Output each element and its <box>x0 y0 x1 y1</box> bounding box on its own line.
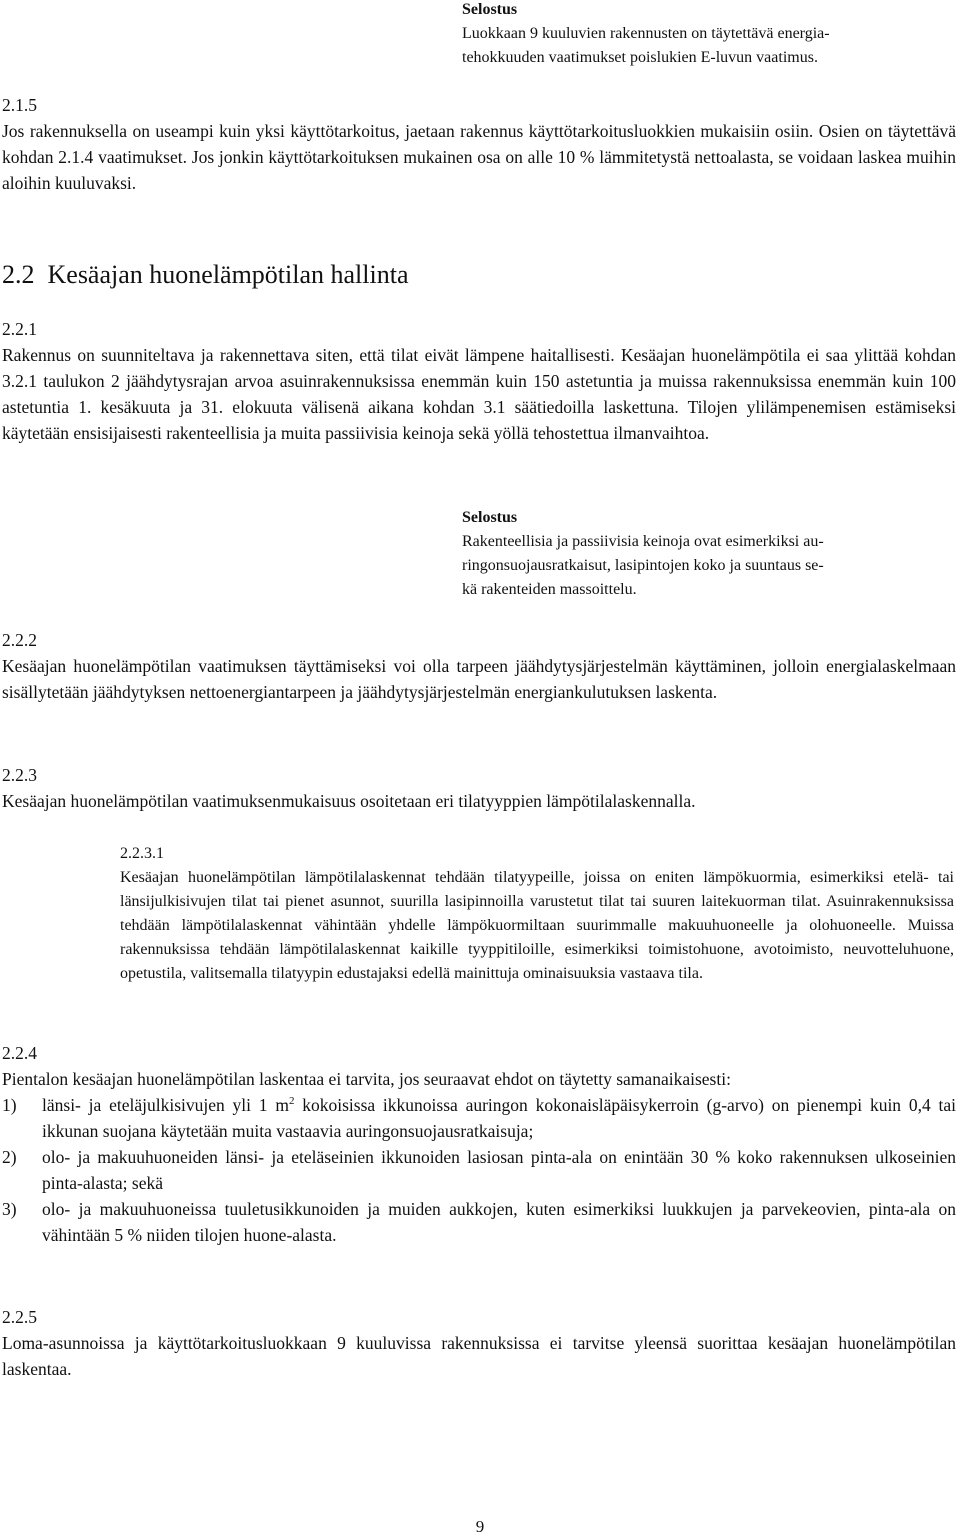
section-number: 2.1.5 <box>2 95 37 115</box>
superscript: 2 <box>288 1095 295 1108</box>
page-number: 9 <box>475 1517 485 1536</box>
note-selostus-1 <box>462 0 957 70</box>
list-item <box>2 1092 956 1144</box>
section-number: 2.2.3.1 <box>120 845 164 862</box>
list-item <box>2 1144 956 1196</box>
note-line: tehokkuuden vaatimukset poislukien E-luvun vaatimus. <box>462 49 818 66</box>
section-text: Loma-asunnoissa ja käyttötarkoitusluokkaan 9 kuuluvissa rakennuksissa ei tarvitse yleensä suorittaa kesäajan huonelämpötilan laskentaa. <box>2 1333 956 1379</box>
section-text: Kesäajan huonelämpötilan vaatimuksenmukaisuus osoitetaan eri tilatyyppien lämpötilalaskennalla. <box>2 791 696 811</box>
list-item <box>2 1196 956 1248</box>
section-intro: Pientalon kesäajan huonelämpötilan laskentaa ei tarvita, jos seuraavat ehdot on täytetty samanaikaisesti: <box>2 1069 731 1089</box>
section-text: Jos rakennuksella on useampi kuin yksi käyttötarkoitus, jaetaan rakennus käyttötarkoitusluokkien mukaisiin osiin. Osien on täytettävä kohdan 2.1.4 vaatimukset. Jos jonkin käyttötarkoituksen mukainen osa on alle 10 % lämmitetystä nettoalasta, se voidaan laskea muihin aloihin kuuluvaksi. <box>2 121 956 193</box>
section-number: 2.2.3 <box>2 765 37 785</box>
section-2-2-1 <box>2 316 956 446</box>
note-label: Selostus <box>462 1 518 18</box>
note-line: Luokkaan 9 kuuluvien rakennusten on täytettävä energia- <box>462 25 830 42</box>
section-2-2-3-1 <box>120 842 954 986</box>
section-2-1-5 <box>2 92 956 196</box>
list-text: olo- ja makuuhuoneissa tuuletusikkunoiden ja muiden aukkojen, kuten esimerkiksi luukkujen ja parvekeovien, pinta-ala on vähintään 5 % niiden tilojen huone-alasta. <box>42 1199 956 1245</box>
section-number: 2.2.1 <box>2 319 37 339</box>
section-text: Kesäajan huonelämpötilan vaatimuksen täyttämiseksi voi olla tarpeen jäähdytysjärjestelmän käyttäminen, jolloin energialaskelmaan sisällytetään jäähdytyksen nettoenergiantarpeen ja jäähdytysjärjestelmän energiankulutuksen laskenta. <box>2 656 956 702</box>
section-2-2-2 <box>2 627 956 705</box>
list-text: olo- ja makuuhuoneiden länsi- ja eteläseinien ikkunoiden lasiosan pinta-ala on enintään 30 % koko rakennuksen ulkoseinien pinta-alasta; sekä <box>42 1147 956 1193</box>
note-line: Rakenteellisia ja passiivisia keinoja ovat esimerkiksi au- <box>462 533 824 550</box>
note-selostus-2 <box>462 506 957 602</box>
list-text: länsi- ja eteläjulkisivujen yli 1 m <box>42 1095 289 1115</box>
section-text: Rakennus on suunniteltava ja rakennettava siten, että tilat eivät lämpene haitallisesti. Kesäajan huonelämpötila ei saa ylittää kohdan 3.2.1 taulukon 2 jäähdytysrajan arvoa asuinrakennuksissa enemmän kuin 150 astetuntia ja muissa rakennuksissa enemmän kuin 100 astetuntia 1. kesäkuuta ja 31. elokuuta välisenä aikana kohdan 3.1 säätiedoilla laskettuna. Tilojen ylilämpenemisen estämiseksi käytetään ensisijaisesti rakenteellisia ja muita passiivisia keinoja sekä yöllä tehostettua ilmanvaihtoa. <box>2 345 956 443</box>
section-number: 2.2.4 <box>2 1043 37 1063</box>
list-text-cont: kokoisissa ikkunoissa auringon kokonaisläpäisykerroin (g-arvo) on pienempi kuin 0,4 tai ikkunan suojana käytetään muita vastaavia auringonsuojausratkaisuja; <box>42 1095 956 1141</box>
list-marker: 1) <box>2 1095 17 1115</box>
section-2-2-5 <box>2 1304 956 1382</box>
section-number: 2.2.2 <box>2 630 37 650</box>
list-marker: 3) <box>2 1199 17 1219</box>
section-2-2-4 <box>2 1040 956 1248</box>
note-line: ringonsuojausratkaisut, lasipintojen koko ja suuntaus se- <box>462 557 824 574</box>
heading-2-2: 2.2 Kesäajan huonelämpötilan hallinta <box>2 260 409 289</box>
note-line: kä rakenteiden massoittelu. <box>462 581 637 598</box>
note-label: Selostus <box>462 509 518 526</box>
list-marker: 2) <box>2 1147 17 1167</box>
section-number: 2.2.5 <box>2 1307 37 1327</box>
section-text: Kesäajan huonelämpötilan lämpötilalaskennat tehdään tilatyypeille, joissa on eniten lämpökuormia, esimerkiksi etelä- tai länsijulkisivujen tilat tai pienet asunnot, suurilla lasipinnoilla varustetut tilat tai suuren laitekuorman tilat. Asuinrakennuksissa tehdään lämpötilalaskennat vähintään yhdelle lämpökuormiltaan suurimmalle makuuhuoneelle ja olohuoneelle. Muissa rakennuksissa tehdään lämpötilalaskennat kaikille tyyppitiloille, esimerkiksi toimistohuone, avotoimisto, neuvotteluhuone, opetustila, valitsemalla tilatyypin edustajaksi edellä mainittuja ominaisuuksia vastaava tila. <box>120 869 954 982</box>
section-2-2-3 <box>2 762 956 814</box>
